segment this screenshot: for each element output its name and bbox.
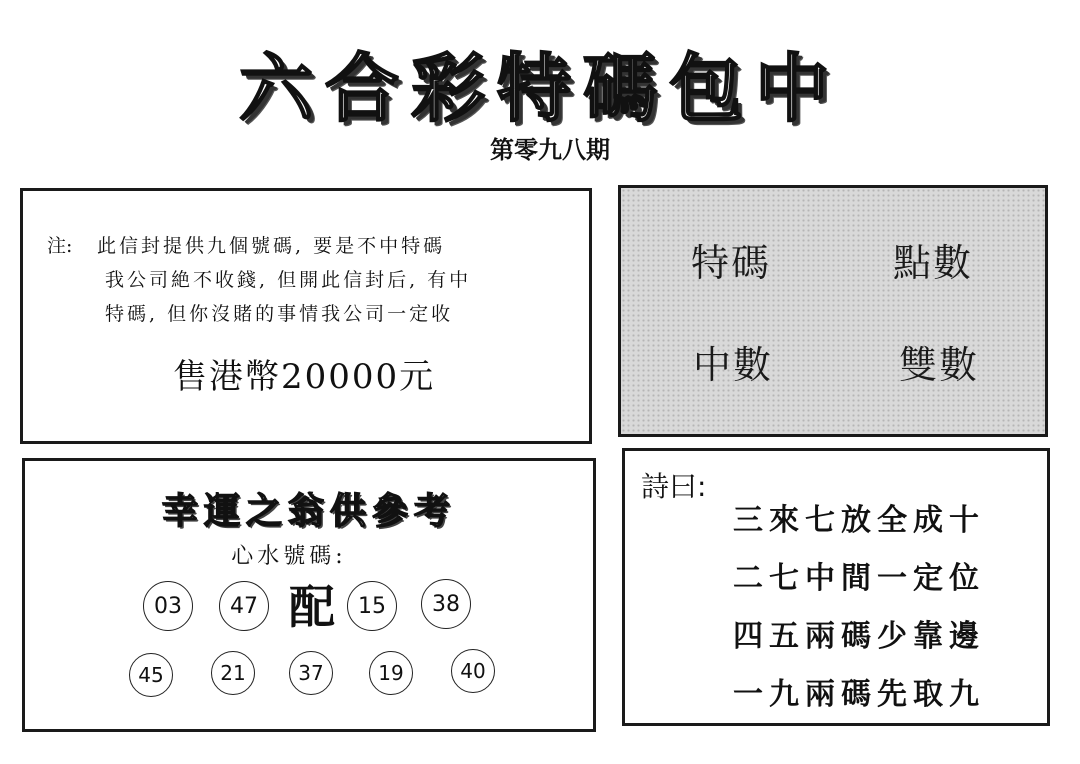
pair-character: 配 (289, 580, 335, 634)
note-line-2: 我公司絶不收錢, 但開此信封后, 有中 (105, 269, 472, 291)
number-ball: 40 (451, 649, 495, 693)
lucky-subtitle: 心水號碼: (231, 544, 347, 569)
option-middle-number: 中數 (693, 343, 774, 387)
price-text: 售港幣20000元 (173, 357, 436, 397)
option-even-number: 雙數 (899, 343, 980, 387)
note-line-3: 特碼, 但你沒賭的事情我公司一定收 (105, 303, 454, 325)
note-panel (20, 188, 592, 444)
number-ball: 38 (421, 579, 471, 629)
number-ball: 19 (369, 651, 413, 695)
number-ball: 03 (143, 581, 193, 631)
poem-line-1: 三來七放全成十 (733, 503, 985, 538)
poem-line-2: 二七中間一定位 (733, 561, 985, 596)
poem-panel (622, 448, 1050, 726)
poem-line-4: 一九兩碼先取九 (733, 677, 985, 712)
option-point-count: 點數 (893, 241, 974, 285)
lucky-numbers-panel (22, 458, 596, 732)
poem-heading: 詩曰: (641, 470, 707, 503)
option-special-number: 特碼 (691, 241, 772, 285)
issue-number: 第零九八期 (490, 135, 610, 164)
note-line-1: 此信封提供九個號碼, 要是不中特碼 (97, 235, 446, 257)
lucky-title: 幸運之翁供參考 (161, 490, 456, 532)
note-prefix: 注: (47, 235, 73, 257)
number-ball: 45 (129, 653, 173, 697)
options-panel (618, 185, 1048, 437)
page-title: 六合彩特碼包中 (239, 46, 841, 132)
number-ball: 21 (211, 651, 255, 695)
number-ball: 15 (347, 581, 397, 631)
poem-line-3: 四五兩碼少靠邊 (733, 619, 985, 654)
number-ball: 37 (289, 651, 333, 695)
number-ball: 47 (219, 581, 269, 631)
